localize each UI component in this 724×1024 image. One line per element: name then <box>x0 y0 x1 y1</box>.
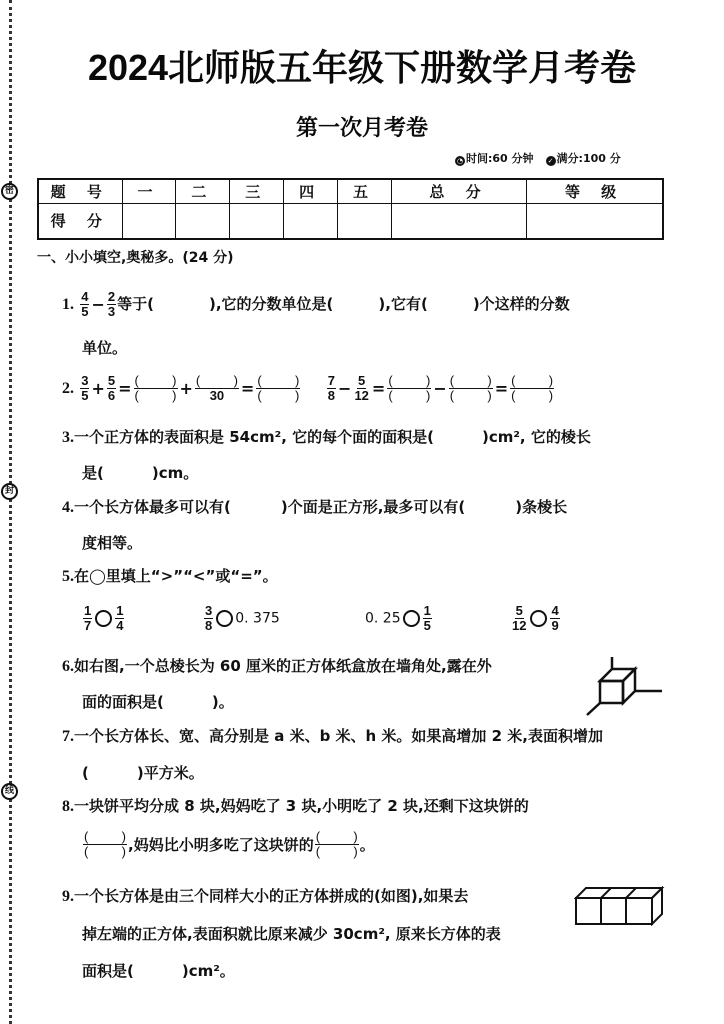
question-9: 9.一个长方体是由三个同样大小的正方体拼成的(如图),如果去 <box>62 887 469 905</box>
fraction-blank[interactable]: ( ) ( ) <box>84 829 126 859</box>
binding-mark-xian: 线 <box>1 783 18 800</box>
question-3-cont: 是( )cm。 <box>82 464 199 482</box>
page-title: 2024北师版五年级下册数学月考卷 <box>87 47 637 88</box>
question-7: 7.一个长方体长、宽、高分别是 a 米、b 米、h 米。如果高增加 2 米,表面积增加 <box>62 727 604 745</box>
fraction-blank[interactable]: ( ) ( ) <box>388 373 431 403</box>
three-cubes-figure <box>574 886 666 926</box>
score-cell[interactable] <box>391 203 526 239</box>
header-cell: 总 分 <box>391 179 526 203</box>
compare-circle[interactable] <box>95 610 112 627</box>
exam-meta <box>455 150 621 166</box>
header-cell: 二 <box>176 179 230 203</box>
question-5: 5.在◯里填上“>”“<”或“=”。 <box>62 567 278 585</box>
compare-circle[interactable] <box>403 610 420 627</box>
score-cell[interactable] <box>527 203 663 239</box>
score-cell[interactable] <box>230 203 284 239</box>
check-icon: ✓ <box>546 156 556 166</box>
fraction-blank[interactable]: ( ) ( ) <box>315 829 358 859</box>
fraction-blank[interactable]: ( ) 30 <box>195 373 238 403</box>
corner-cube-figure <box>585 655 675 717</box>
fraction: $\frac{4}{5}$ <box>81 289 89 319</box>
binding-mark-feng: 封 <box>1 483 18 500</box>
score-cell[interactable] <box>284 203 338 239</box>
score-table <box>37 178 664 240</box>
section-title: 一、小小填空,奥秘多。(24 分) <box>37 250 234 266</box>
fraction-blank[interactable]: ( ) ( ) <box>257 373 300 403</box>
question-9-line3: 面积是( )cm²。 <box>82 962 235 980</box>
time-info: ◔ 时间:60 分钟 <box>456 152 534 165</box>
question-8-cont: ( ) ( ) ,妈妈比小明多吃了这块饼的 ( ) ( ) 。 <box>84 829 375 859</box>
fraction-blank[interactable]: ( ) ( ) <box>449 373 492 403</box>
question-3: 3.一个正方体的表面积是 54cm², 它的每个面的面积是( )cm², 它的棱长 <box>62 428 591 446</box>
header-cell: 题 号 <box>38 179 122 203</box>
compare-item-4: $\frac{5}{12}$ $\frac{4}{9}$ <box>512 603 559 633</box>
question-1: 1. $\frac{4}{5}$ − $\frac{2}{3}$ 等于( ),它的分数单位是( ),它有( )个这样的分数 <box>62 289 570 319</box>
clock-icon: ◔ <box>456 157 464 165</box>
question-6: 6.如右图,一个总棱长为 60 厘米的正方体纸盒放在墙角处,露在外 <box>62 657 492 675</box>
compare-item-2: $\frac{3}{8}$ 0. 375 <box>205 603 280 633</box>
compare-circle[interactable] <box>530 610 547 627</box>
binding-dotted-line <box>9 0 12 1024</box>
header-cell: 五 <box>338 179 392 203</box>
header-cell: 四 <box>284 179 338 203</box>
header-cell: 一 <box>122 179 176 203</box>
question-6-cont: 面的面积是( )。 <box>82 693 234 711</box>
binding-mark-mi: 密 <box>1 183 18 200</box>
fraction: $\frac{2}{3}$ <box>107 289 116 319</box>
question-4: 4.一个长方体最多可以有( )个面是正方形,最多可以有( )条棱长 <box>62 498 568 516</box>
header-cell: 等 级 <box>527 179 663 203</box>
compare-item-3: 0. 25 $\frac{1}{5}$ <box>365 603 431 633</box>
score-cell[interactable] <box>176 203 230 239</box>
score-cell[interactable] <box>122 203 176 239</box>
fraction-blank[interactable]: ( ) ( ) <box>134 373 177 403</box>
compare-circle[interactable] <box>216 610 233 627</box>
question-2: 2. $\frac{3}{5}$ + $\frac{5}{6}$ = ( ) ( ) + ( ) 30 = ( ) ( ) $\frac{7}{8}$ − $\frac{5}{12}$ = ( ) ( ) − ( ) ( ) = ( ) ( ) <box>62 373 554 403</box>
score-info: ✓ 满分:100 分 <box>546 150 621 166</box>
header-cell: 三 <box>230 179 284 203</box>
score-table-header-row <box>38 179 663 203</box>
fraction-blank[interactable]: ( ) ( ) <box>511 373 554 403</box>
compare-item-1: $\frac{1}{7}$ $\frac{1}{4}$ <box>84 603 124 633</box>
question-7-cont: ( )平方米。 <box>82 764 204 782</box>
page-subtitle: 第一次月考卷 <box>295 116 428 141</box>
row-label: 得 分 <box>38 203 122 239</box>
score-table-score-row <box>38 203 663 239</box>
question-9-line2: 掉左端的正方体,表面积就比原来减少 30cm², 原来长方体的表 <box>82 925 501 943</box>
score-cell[interactable] <box>338 203 392 239</box>
question-8: 8.一块饼平均分成 8 块,妈妈吃了 3 块,小明吃了 2 块,还剩下这块饼的 <box>62 797 529 815</box>
question-4-cont: 度相等。 <box>82 534 143 552</box>
question-1-cont: 单位。 <box>82 339 128 357</box>
